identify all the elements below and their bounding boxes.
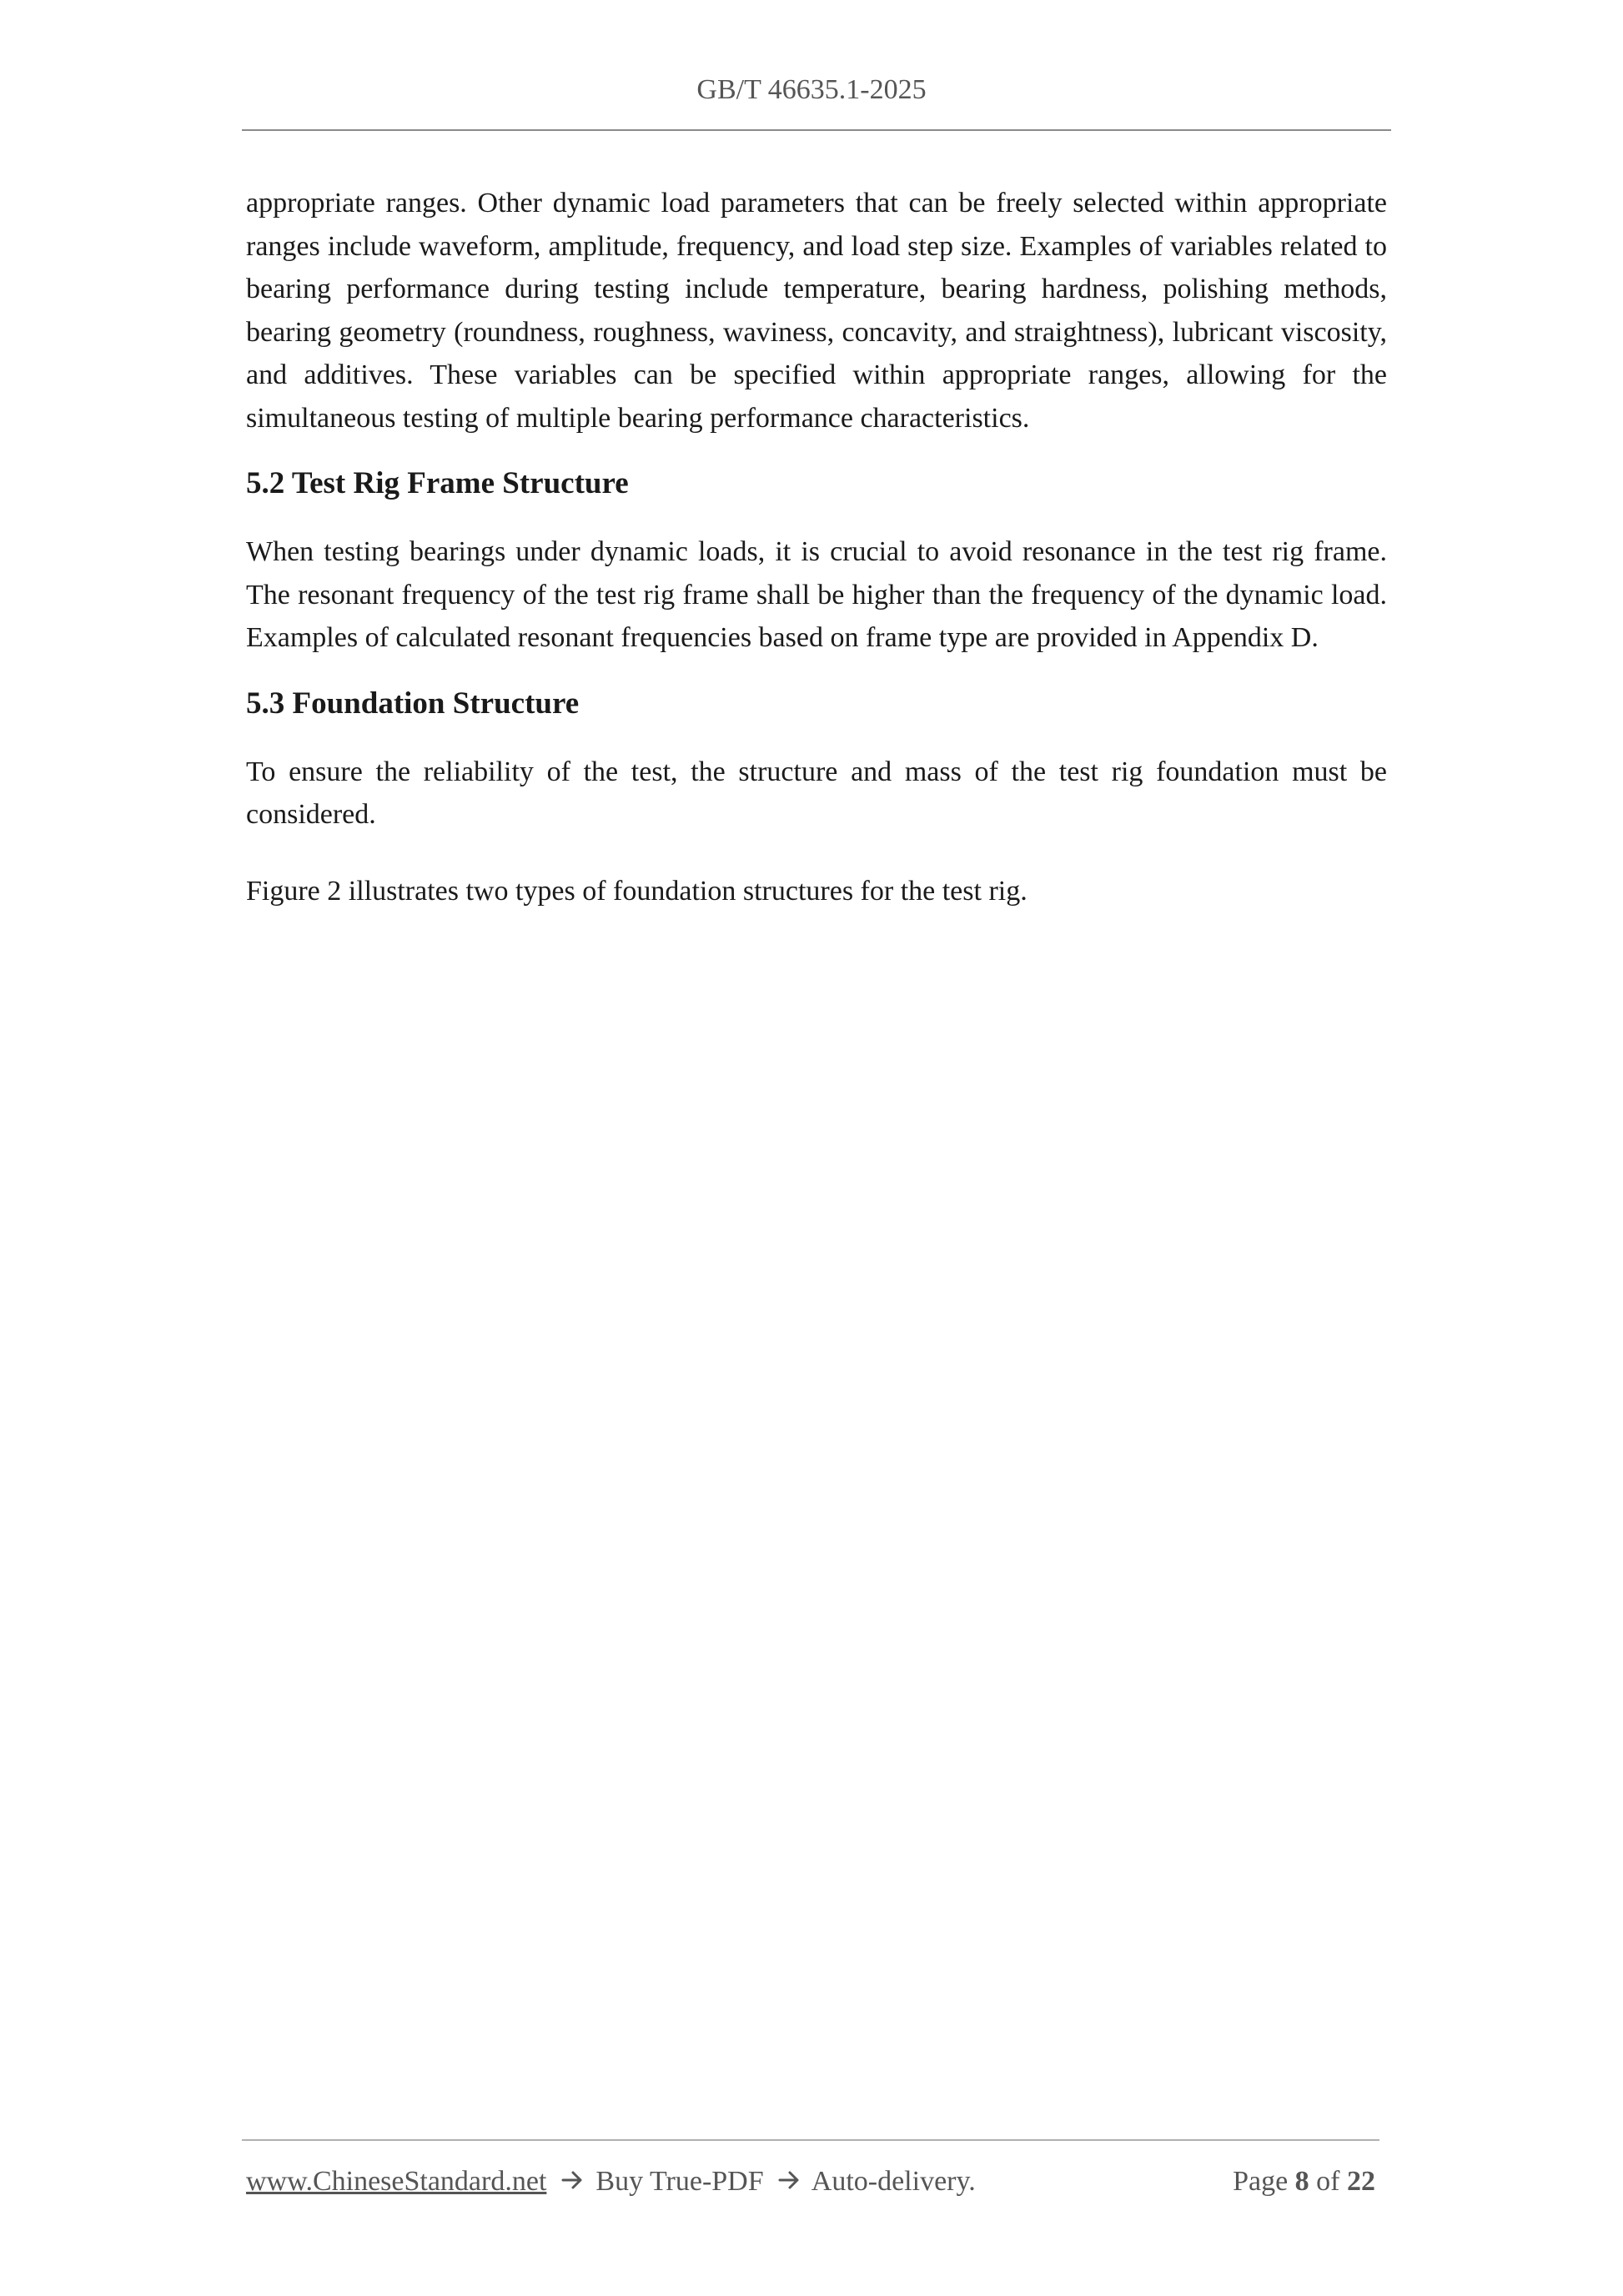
header-divider: [242, 129, 1391, 131]
buy-true-pdf-text: Buy True-PDF: [595, 2166, 764, 2197]
paragraph-foundation-reliability: To ensure the reliability of the test, the structure and mass of the test rig foundation must be considered.: [246, 756, 1387, 830]
document-body: [246, 182, 1387, 912]
section-heading-5-3: 5.3 Foundation Structure: [246, 686, 580, 721]
right-arrow-icon: [777, 2166, 802, 2194]
document-header-title: GB/T 46635.1-2025: [696, 74, 927, 105]
auto-delivery-text: Auto-delivery.: [811, 2166, 976, 2197]
of-word: of: [1316, 2166, 1340, 2197]
footer-promo: [246, 2162, 976, 2202]
paragraph-figure-2-reference: Figure 2 illustrates two types of foundation structures for the test rig.: [246, 875, 1028, 907]
right-arrow-icon: [560, 2166, 585, 2194]
page-word: Page: [1233, 2166, 1289, 2197]
section-heading-5-2: 5.2 Test Rig Frame Structure: [246, 466, 629, 500]
website-link[interactable]: www.ChineseStandard.net: [246, 2166, 547, 2197]
current-page-number: 8: [1294, 2166, 1309, 2197]
paragraph-dynamic-load-parameters: appropriate ranges. Other dynamic load parameters that can be freely selected within appropriate ranges include waveform, amplitude, frequency, and load step size. Examples of variables related to bearing performance during testing include temperature, bearing hardness, polishing methods, bearing geometry (roundness, roughness, waviness, concavity, and straightness), lubricant viscosity, and additives. These variables can be specified within appropriate ranges, allowing for the simultaneous testing of multiple bearing performance characteristics.: [246, 188, 1387, 434]
document-footer: [246, 2162, 1375, 2202]
paragraph-test-rig-frame: When testing bearings under dynamic loads, it is crucial to avoid resonance in the test rig frame. The resonant frequency of the test rig frame shall be higher than the frequency of the dynamic load. Examples of calculated resonant frequencies based on frame type are provided in Appendix D.: [246, 536, 1387, 653]
total-page-number: 22: [1347, 2166, 1375, 2197]
page-indicator: [1233, 2162, 1375, 2202]
footer-divider: [242, 2139, 1379, 2141]
